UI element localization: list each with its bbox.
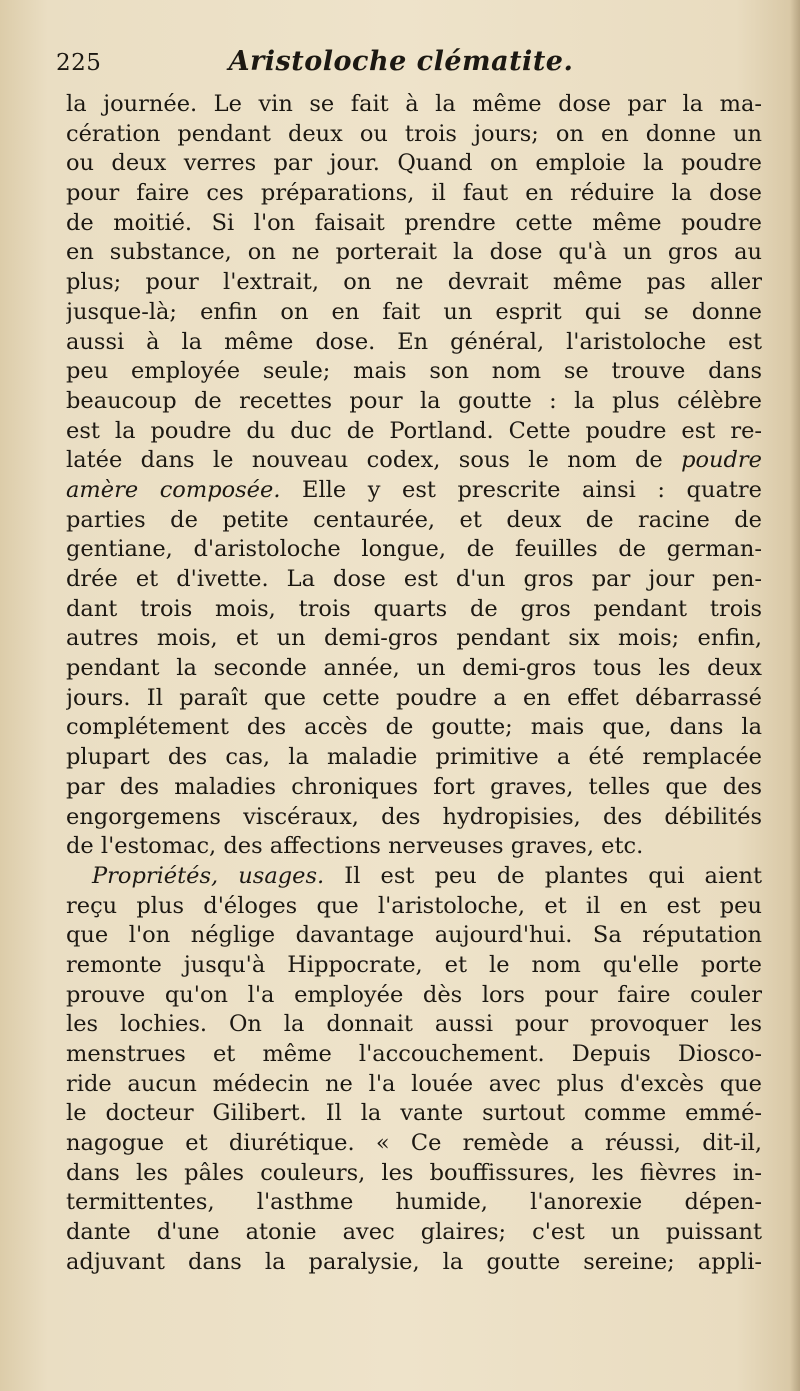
text-line: engorgemens viscéraux, des hydropisies, des débilités bbox=[66, 803, 762, 830]
text-line: reçu plus d'éloges que l'aristoloche, et il en est peu bbox=[66, 892, 762, 919]
text-line: plus; pour l'extrait, on ne devrait même pas aller bbox=[66, 269, 762, 296]
text-line: pendant la seconde année, un demi-gros tous les deux bbox=[66, 655, 762, 682]
page-header bbox=[56, 44, 746, 84]
text-line: plupart des cas, la maladie primitive a été remplacée bbox=[66, 744, 762, 771]
text-line bbox=[66, 446, 762, 476]
text-line: jusque-là; enfin on en fait un esprit qui se donne bbox=[66, 298, 762, 325]
body-text bbox=[66, 90, 762, 1278]
text-line: parties de petite centaurée, et deux de racine de bbox=[66, 506, 762, 533]
text-line: ride aucun médecin ne l'a louée avec plus d'excès que bbox=[66, 1070, 762, 1097]
section-heading: Propriétés, usages. bbox=[92, 862, 325, 889]
text-line: de l'estomac, des affections nerveuses graves, etc. bbox=[66, 833, 644, 860]
text-line: le docteur Gilibert. Il la vante surtout comme emmé- bbox=[66, 1100, 762, 1127]
line-text: latée dans le nouveau codex, sous le nom de bbox=[66, 447, 682, 474]
text-line: jours. Il paraît que cette poudre a en effet débarrassé bbox=[66, 684, 762, 711]
text-line: pour faire ces préparations, il faut en réduire la dose bbox=[66, 180, 762, 207]
text-line: que l'on néglige davantage aujourd'hui. Sa réputation bbox=[66, 922, 762, 949]
italic-term: poudre bbox=[681, 447, 762, 474]
text-line: cération pendant deux ou trois jours; on en donne un bbox=[66, 120, 762, 147]
text-line: est la poudre du duc de Portland. Cette poudre est re- bbox=[66, 417, 762, 444]
text-line: autres mois, et un demi-gros pendant six mois; enfin, bbox=[66, 625, 762, 652]
text-line: termittentes, l'asthme humide, l'anorexie dépen- bbox=[66, 1189, 762, 1216]
text-line: peu employée seule; mais son nom se trouve dans bbox=[66, 358, 762, 385]
page-edge-shadow bbox=[790, 0, 800, 1391]
text-line bbox=[66, 476, 762, 506]
text-line: dans les pâles couleurs, les bouffissures, les fièvres in- bbox=[66, 1159, 762, 1186]
text-line: les lochies. On la donnait aussi pour provoquer les bbox=[66, 1011, 762, 1038]
text-line: aussi à la même dose. En général, l'aristoloche est bbox=[66, 328, 762, 355]
text-line: nagogue et diurétique. « Ce remède a réussi, dit-il, bbox=[66, 1130, 762, 1157]
italic-term: amère composée. bbox=[66, 476, 281, 503]
text-line: beaucoup de recettes pour la goutte : la plus célèbre bbox=[66, 387, 762, 414]
text-line: dante d'une atonie avec glaires; c'est un puissant bbox=[66, 1219, 762, 1246]
text-line: gentiane, d'aristoloche longue, de feuilles de german- bbox=[66, 536, 762, 563]
line-text: Elle y est prescrite ainsi : quatre bbox=[280, 476, 762, 503]
text-line: remonte jusqu'à Hippocrate, et le nom qu'elle porte bbox=[66, 951, 762, 978]
section-heading-line bbox=[66, 862, 762, 892]
text-line: prouve qu'on l'a employée dès lors pour faire couler bbox=[66, 981, 762, 1008]
text-line: ou deux verres par jour. Quand on emploie la poudre bbox=[66, 150, 762, 177]
page-number: 225 bbox=[56, 50, 102, 76]
text-line: drée et d'ivette. La dose est d'un gros par jour pen- bbox=[66, 566, 762, 592]
text-line: dant trois mois, trois quarts de gros pendant trois bbox=[66, 595, 762, 622]
text-line: par des maladies chroniques fort graves, telles que des bbox=[66, 773, 762, 800]
text-line: adjuvant dans la paralysie, la goutte sereine; appli- bbox=[66, 1248, 762, 1275]
line-text: Il est peu de plantes qui aient bbox=[324, 862, 762, 889]
text-line: menstrues et même l'accouchement. Depuis Diosco- bbox=[66, 1041, 762, 1067]
text-line: la journée. Le vin se fait à la même dose par la ma- bbox=[66, 91, 762, 117]
text-line: en substance, on ne porterait la dose qu'à un gros au bbox=[66, 239, 762, 266]
text-line: de moitié. Si l'on faisait prendre cette même poudre bbox=[66, 209, 762, 236]
running-title: Aristoloche clématite. bbox=[228, 46, 574, 77]
text-line: complétement des accès de goutte; mais que, dans la bbox=[66, 714, 762, 741]
